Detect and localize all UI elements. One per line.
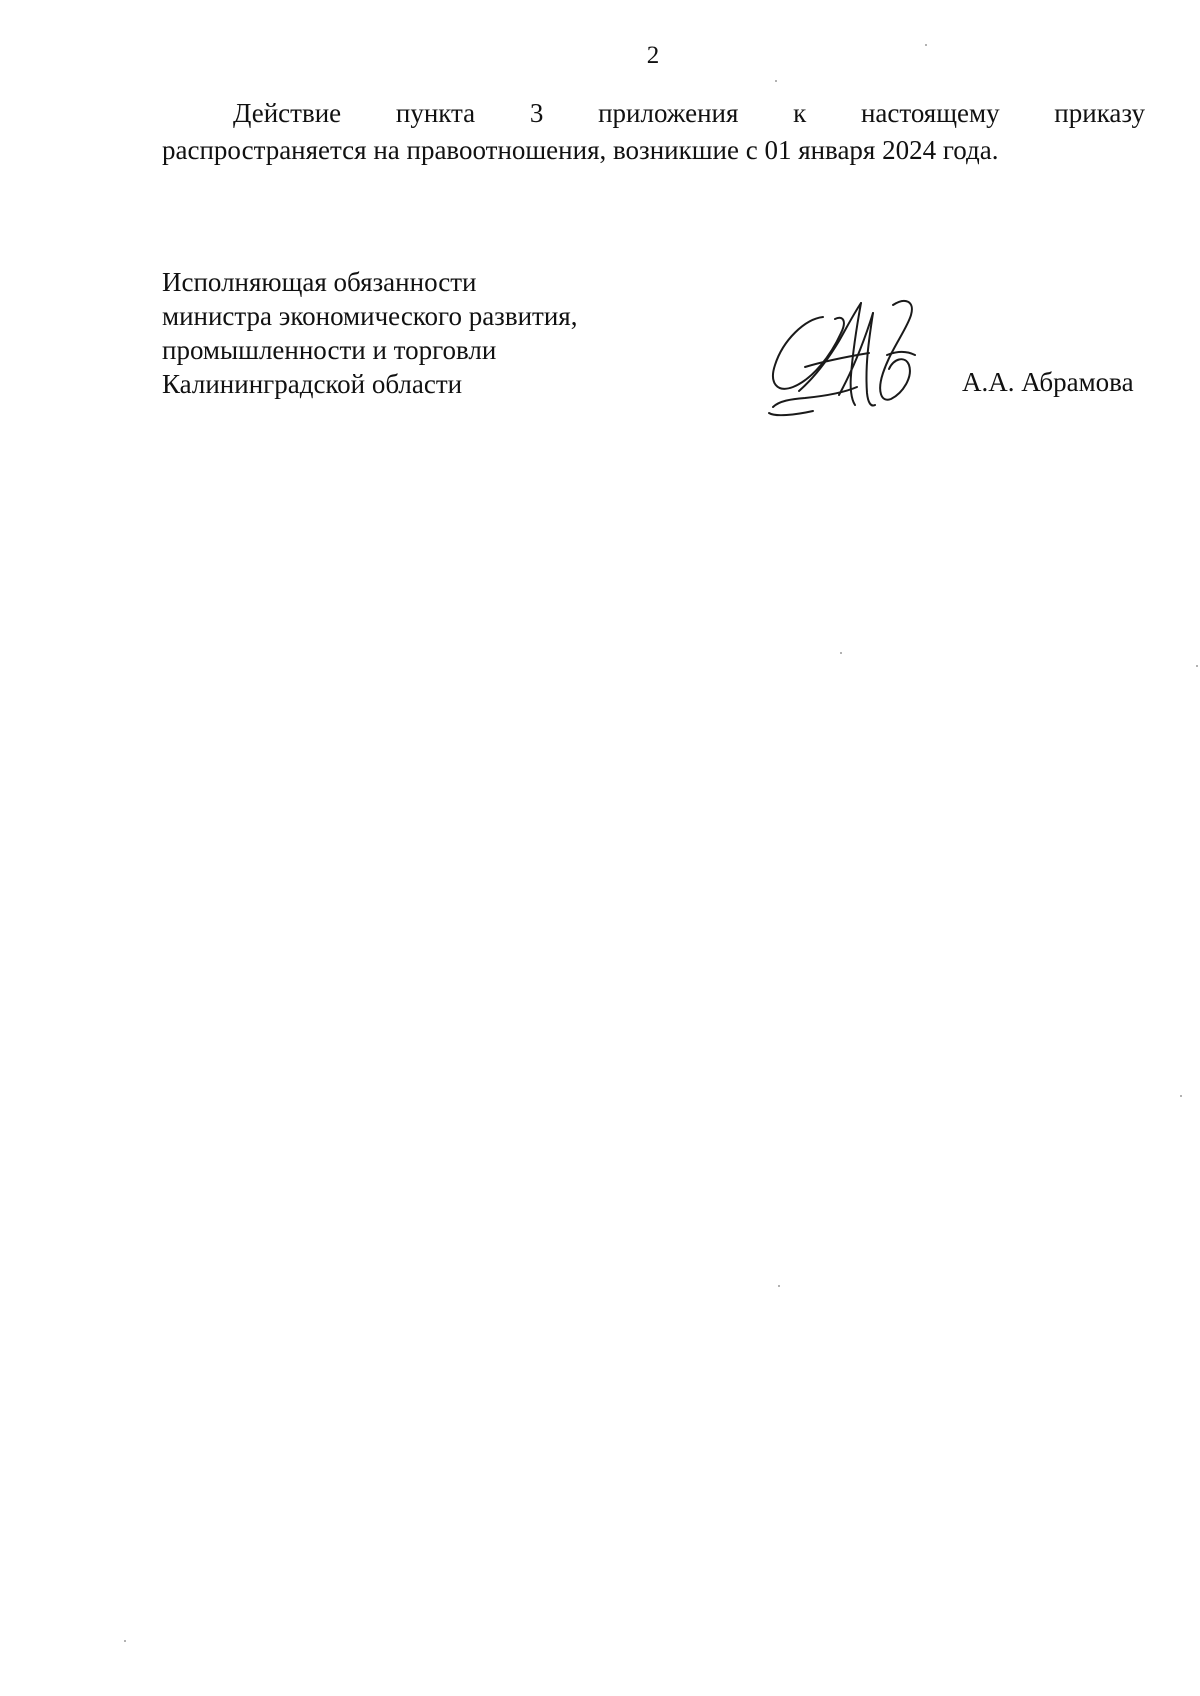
scan-speck xyxy=(1196,665,1198,667)
scan-speck xyxy=(124,1640,126,1642)
scan-speck xyxy=(775,80,777,82)
signatory-position xyxy=(162,265,577,401)
scan-speck xyxy=(840,652,842,654)
body-paragraph xyxy=(162,95,1145,169)
signatory-position-line-1: Исполняющая обязанности xyxy=(162,267,477,297)
scan-speck xyxy=(1180,1095,1182,1097)
signatory-position-line-2: министра экономического развития, xyxy=(162,301,578,331)
signer-name: А.А. Абрамова xyxy=(962,367,1134,397)
signatory-position-line-3: промышленности и торговли xyxy=(162,335,497,365)
body-paragraph-line-1: Действие пункта 3 приложения к настоящему приказу xyxy=(233,98,1145,128)
signatory-position-line-4: Калининградской области xyxy=(162,369,463,399)
scan-speck xyxy=(925,44,927,46)
handwritten-signature-icon xyxy=(765,295,940,425)
body-paragraph-line-2: распространяется на правоотношения, возникшие с 01 января 2024 года. xyxy=(162,135,999,165)
scan-speck xyxy=(778,1285,780,1287)
page-number: 2 xyxy=(646,42,660,69)
